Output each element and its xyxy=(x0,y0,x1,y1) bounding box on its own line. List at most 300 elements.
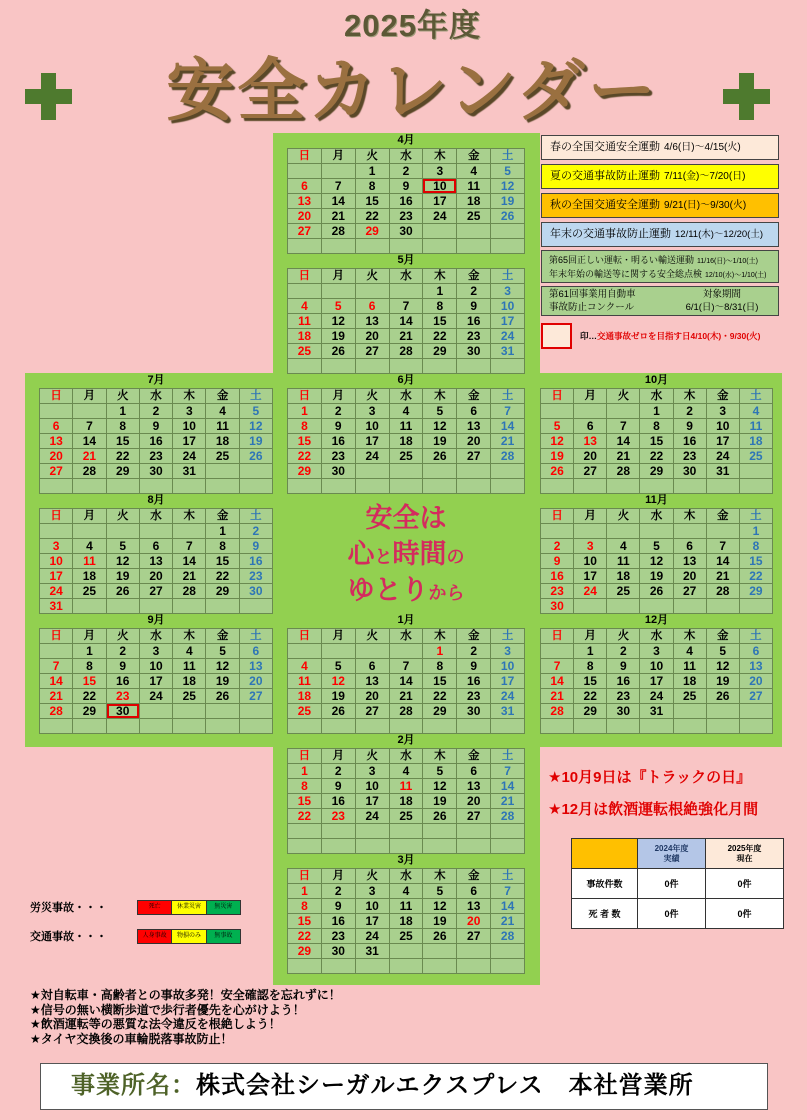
weekday-header: 火 xyxy=(356,749,390,764)
calendar-day: 14 xyxy=(707,554,740,569)
calendar-empty-cell xyxy=(390,824,424,839)
calendar-day: 3 xyxy=(40,539,73,554)
calendar-day: 7 xyxy=(491,884,525,899)
calendar-day: 5 xyxy=(206,644,239,659)
calendar-day: 23 xyxy=(541,584,574,599)
calendar-day: 3 xyxy=(356,764,390,779)
calendar-day: 29 xyxy=(740,584,773,599)
calendar-day: 6 xyxy=(674,539,707,554)
calendar-day: 14 xyxy=(541,674,574,689)
calendar-day: 4 xyxy=(288,299,322,314)
calendar-empty-cell xyxy=(674,704,707,719)
event-name: 春の全国交通安全運動 xyxy=(550,141,660,153)
event-name: 第65回正しい運転・明るい輸送運動 xyxy=(549,255,695,265)
calendar-empty-cell xyxy=(607,719,640,734)
calendar-empty-cell xyxy=(707,599,740,614)
calendar-empty-cell xyxy=(40,479,73,494)
calendar-empty-cell xyxy=(640,719,673,734)
calendar-empty-cell xyxy=(356,644,390,659)
calendar-day: 31 xyxy=(173,464,206,479)
calendar-day: 5 xyxy=(423,404,457,419)
calendar-empty-cell xyxy=(674,524,707,539)
calendar-day: 20 xyxy=(457,794,491,809)
calendar-day: 10 xyxy=(140,659,173,674)
calendar-day: 18 xyxy=(390,434,424,449)
calendar-day: 27 xyxy=(740,689,773,704)
calendar-day: 28 xyxy=(491,449,525,464)
calendar-day: 1 xyxy=(423,644,457,659)
event-name: 第61回事業用自動車 xyxy=(549,289,636,300)
calendar-day: 22 xyxy=(288,449,322,464)
calendar-grid xyxy=(287,388,525,494)
calendar-day: 1 xyxy=(640,404,673,419)
calendar-day: 16 xyxy=(240,554,273,569)
calendar-day: 21 xyxy=(707,569,740,584)
calendar-day: 9 xyxy=(107,659,140,674)
calendar-day: 2 xyxy=(107,644,140,659)
event-period: 9/21(日)～9/30(火) xyxy=(664,200,747,211)
calendar-empty-cell xyxy=(491,824,525,839)
calendar-empty-cell xyxy=(674,479,707,494)
weekday-header: 木 xyxy=(173,629,206,644)
weekday-header: 金 xyxy=(206,629,239,644)
weekday-header: 木 xyxy=(423,269,457,284)
calendar-day: 4 xyxy=(173,644,206,659)
calendar-day: 21 xyxy=(491,434,525,449)
calendar-day: 26 xyxy=(240,449,273,464)
calendar-day: 14 xyxy=(322,194,356,209)
calendar-month-label: 6月 xyxy=(397,374,415,386)
calendar-day: 24 xyxy=(491,689,525,704)
calendar-day: 23 xyxy=(240,569,273,584)
calendar-day: 9 xyxy=(322,419,356,434)
calendar-day: 14 xyxy=(607,434,640,449)
calendar-day: 28 xyxy=(322,224,356,239)
calendar-empty-cell xyxy=(423,839,457,854)
calendar-day: 16 xyxy=(607,674,640,689)
calendar-empty-cell xyxy=(322,824,356,839)
calendar-day: 23 xyxy=(607,689,640,704)
calendar-day: 21 xyxy=(73,449,106,464)
calendar-empty-cell xyxy=(740,479,773,494)
calendar-day: 9 xyxy=(390,179,424,194)
weekday-header: 月 xyxy=(574,509,607,524)
calendar-empty-cell xyxy=(491,719,525,734)
calendar-day: 30 xyxy=(322,944,356,959)
calendar-empty-cell xyxy=(322,644,356,659)
calendar-april xyxy=(287,133,525,254)
calendar-empty-cell xyxy=(322,839,356,854)
calendar-empty-cell xyxy=(288,359,322,374)
calendar-day: 21 xyxy=(173,569,206,584)
stats-row-label: 事故件数 xyxy=(572,869,638,899)
slogan-particle: の xyxy=(446,547,465,567)
calendar-july xyxy=(39,373,273,494)
calendar-day: 15 xyxy=(288,794,322,809)
calendar-day: 5 xyxy=(322,659,356,674)
stats-header-2025 xyxy=(706,839,784,869)
calendar-day: 7 xyxy=(707,539,740,554)
calendar-day: 23 xyxy=(457,329,491,344)
weekday-header: 木 xyxy=(423,389,457,404)
calendar-day: 10 xyxy=(491,659,525,674)
calendar-day: 17 xyxy=(140,674,173,689)
calendar-empty-cell xyxy=(73,404,106,419)
weekday-header: 水 xyxy=(390,629,424,644)
calendar-day: 5 xyxy=(707,644,740,659)
calendar-day: 21 xyxy=(390,689,424,704)
calendar-day: 15 xyxy=(423,314,457,329)
calendar-day: 22 xyxy=(740,569,773,584)
calendar-day: 13 xyxy=(40,434,73,449)
calendar-day: 21 xyxy=(491,794,525,809)
calendar-day: 17 xyxy=(574,569,607,584)
calendar-empty-cell xyxy=(40,524,73,539)
calendar-day: 22 xyxy=(288,809,322,824)
calendar-day: 14 xyxy=(390,674,424,689)
calendar-day: 21 xyxy=(491,914,525,929)
calendar-empty-cell xyxy=(491,944,525,959)
calendar-empty-cell xyxy=(740,464,773,479)
calendar-day: 27 xyxy=(288,224,322,239)
calendar-day: 16 xyxy=(107,674,140,689)
calendar-november xyxy=(540,493,773,614)
weekday-header: 火 xyxy=(356,269,390,284)
calendar-empty-cell xyxy=(574,404,607,419)
calendar-day: 17 xyxy=(40,569,73,584)
calendar-month-label: 9月 xyxy=(147,614,165,626)
weekday-header: 火 xyxy=(607,629,640,644)
calendar-day: 11 xyxy=(73,554,106,569)
weekday-header: 土 xyxy=(491,389,525,404)
calendar-june xyxy=(287,373,525,494)
event-period-label: 対象期間 xyxy=(702,289,741,300)
calendar-day: 7 xyxy=(73,419,106,434)
calendar-day: 5 xyxy=(541,419,574,434)
weekday-header: 木 xyxy=(423,749,457,764)
safety-notes xyxy=(30,988,341,1046)
calendar-day: 13 xyxy=(574,434,607,449)
calendar-day: 3 xyxy=(491,284,525,299)
calendar-day: 19 xyxy=(107,569,140,584)
calendar-day: 19 xyxy=(423,434,457,449)
calendar-empty-cell xyxy=(457,824,491,839)
calendar-day: 31 xyxy=(356,944,390,959)
calendar-day: 8 xyxy=(288,419,322,434)
calendar-december xyxy=(540,613,773,734)
calendar-day: 3 xyxy=(423,164,457,179)
calendar-day: 22 xyxy=(423,329,457,344)
weekday-header: 火 xyxy=(107,509,140,524)
calendar-day: 17 xyxy=(423,194,457,209)
calendar-day: 27 xyxy=(574,464,607,479)
calendar-empty-cell xyxy=(240,719,273,734)
calendar-day: 4 xyxy=(390,404,424,419)
calendar-day: 15 xyxy=(73,674,106,689)
calendar-empty-cell xyxy=(173,479,206,494)
safety-slogan xyxy=(287,500,525,608)
calendar-may xyxy=(287,253,525,374)
weekday-header: 水 xyxy=(390,869,424,884)
calendar-grid xyxy=(287,748,525,854)
calendar-day: 17 xyxy=(640,674,673,689)
event-period: 4/6(日)～4/15(火) xyxy=(664,142,741,153)
calendar-day: 13 xyxy=(674,554,707,569)
calendar-day: 20 xyxy=(240,674,273,689)
calendar-day: 6 xyxy=(356,659,390,674)
calendar-day: 13 xyxy=(457,779,491,794)
calendar-day: 25 xyxy=(740,449,773,464)
calendar-day: 28 xyxy=(390,704,424,719)
calendar-day: 3 xyxy=(356,884,390,899)
calendar-empty-cell xyxy=(640,524,673,539)
weekday-header: 日 xyxy=(40,629,73,644)
calendar-empty-cell xyxy=(288,824,322,839)
calendar-empty-cell xyxy=(240,599,273,614)
calendar-empty-cell xyxy=(740,704,773,719)
event-name: 年末年始の輸送等に関する安全総点検 xyxy=(549,269,703,279)
weekday-header: 火 xyxy=(607,389,640,404)
calendar-empty-cell xyxy=(574,479,607,494)
calendar-day: 25 xyxy=(206,449,239,464)
weekday-header: 木 xyxy=(423,149,457,164)
calendar-empty-cell xyxy=(356,959,390,974)
calendar-day: 1 xyxy=(423,284,457,299)
calendar-empty-cell xyxy=(574,524,607,539)
calendar-day: 1 xyxy=(107,404,140,419)
calendar-empty-cell xyxy=(491,359,525,374)
calendar-day: 8 xyxy=(423,299,457,314)
weekday-header: 土 xyxy=(491,629,525,644)
stats-header-note: 実績 xyxy=(663,853,680,863)
calendar-day: 8 xyxy=(288,899,322,914)
slogan-word: ゆとり xyxy=(347,575,429,605)
calendar-day: 21 xyxy=(40,689,73,704)
calendar-day: 8 xyxy=(356,179,390,194)
calendar-empty-cell xyxy=(707,704,740,719)
calendar-empty-cell xyxy=(322,959,356,974)
calendar-day: 9 xyxy=(322,779,356,794)
calendar-day: 9 xyxy=(140,419,173,434)
calendar-empty-cell xyxy=(173,599,206,614)
stats-header-row xyxy=(572,839,784,869)
calendar-day: 4 xyxy=(390,764,424,779)
weekday-header: 金 xyxy=(707,389,740,404)
calendar-day: 20 xyxy=(356,689,390,704)
weekday-header: 木 xyxy=(173,509,206,524)
weekday-header: 日 xyxy=(40,389,73,404)
calendar-day: 2 xyxy=(607,644,640,659)
stats-row-label: 死 者 数 xyxy=(572,899,638,929)
calendar-march xyxy=(287,853,525,974)
calendar-day: 10 xyxy=(574,554,607,569)
calendar-day: 1 xyxy=(356,164,390,179)
calendar-day: 25 xyxy=(73,584,106,599)
weekday-header: 火 xyxy=(356,389,390,404)
calendar-day: 30 xyxy=(674,464,707,479)
calendar-day: 30 xyxy=(607,704,640,719)
legend-item: 無事故 xyxy=(207,930,240,943)
calendar-day: 1 xyxy=(574,644,607,659)
calendar-empty-cell xyxy=(240,464,273,479)
calendar-day: 25 xyxy=(457,209,491,224)
calendar-empty-cell xyxy=(491,224,525,239)
calendar-day: 13 xyxy=(356,314,390,329)
calendar-empty-cell xyxy=(607,404,640,419)
calendar-day: 24 xyxy=(574,584,607,599)
calendar-day: 11 xyxy=(607,554,640,569)
calendar-empty-cell xyxy=(541,524,574,539)
weekday-header: 日 xyxy=(288,269,322,284)
calendar-empty-cell xyxy=(322,479,356,494)
calendar-day: 13 xyxy=(457,899,491,914)
calendar-day: 6 xyxy=(740,644,773,659)
calendar-grid xyxy=(287,628,525,734)
calendar-empty-cell xyxy=(423,359,457,374)
calendar-day: 1 xyxy=(206,524,239,539)
weekday-header: 土 xyxy=(491,149,525,164)
calendar-day: 10 xyxy=(707,419,740,434)
event-line xyxy=(549,253,771,267)
calendar-day: 16 xyxy=(140,434,173,449)
calendar-empty-cell xyxy=(288,644,322,659)
calendar-day: 12 xyxy=(423,779,457,794)
calendar-empty-cell xyxy=(423,944,457,959)
calendar-day: 24 xyxy=(707,449,740,464)
calendar-day: 13 xyxy=(457,419,491,434)
calendar-day: 15 xyxy=(740,554,773,569)
calendar-empty-cell xyxy=(206,479,239,494)
calendar-empty-cell xyxy=(491,479,525,494)
calendar-day: 15 xyxy=(423,674,457,689)
calendar-day: 2 xyxy=(541,539,574,554)
legend-label-traffic-accident: 交通事故・・・ xyxy=(30,931,107,943)
calendar-day: 7 xyxy=(40,659,73,674)
calendar-day: 5 xyxy=(491,164,525,179)
calendar-month-label: 2月 xyxy=(397,734,415,746)
calendar-day: 7 xyxy=(390,299,424,314)
calendar-day: 6 xyxy=(457,404,491,419)
weekday-header: 水 xyxy=(640,389,673,404)
calendar-day: 20 xyxy=(574,449,607,464)
calendar-august xyxy=(39,493,273,614)
event-name: 事故防止コンクール xyxy=(549,302,635,313)
office-label: 事業所名： xyxy=(71,1072,196,1099)
calendar-day: 19 xyxy=(206,674,239,689)
weekday-header: 月 xyxy=(574,629,607,644)
calendar-day: 28 xyxy=(491,929,525,944)
calendar-empty-cell xyxy=(390,359,424,374)
calendar-day: 23 xyxy=(322,449,356,464)
calendar-day: 8 xyxy=(640,419,673,434)
calendar-grid xyxy=(39,508,273,614)
calendar-day: 24 xyxy=(40,584,73,599)
calendar-day: 7 xyxy=(491,404,525,419)
calendar-empty-cell xyxy=(457,479,491,494)
calendar-empty-cell xyxy=(457,944,491,959)
calendar-day: 3 xyxy=(356,404,390,419)
weekday-header: 金 xyxy=(457,629,491,644)
calendar-empty-cell xyxy=(322,239,356,254)
calendar-day: 13 xyxy=(288,194,322,209)
safety-note: ★信号の無い横断歩道で歩行者優先を心がけよう！ xyxy=(30,1002,305,1017)
calendar-empty-cell xyxy=(288,164,322,179)
weekday-header: 月 xyxy=(574,389,607,404)
calendar-day: 30 xyxy=(457,704,491,719)
calendar-day: 15 xyxy=(206,554,239,569)
calendar-day: 18 xyxy=(73,569,106,584)
calendar-day: 19 xyxy=(423,914,457,929)
calendar-day: 26 xyxy=(640,584,673,599)
calendar-empty-cell xyxy=(140,479,173,494)
calendar-day: 16 xyxy=(457,674,491,689)
calendar-empty-cell xyxy=(356,239,390,254)
weekday-header: 日 xyxy=(288,749,322,764)
calendar-day: 22 xyxy=(356,209,390,224)
calendar-day: 30 xyxy=(541,599,574,614)
calendar-empty-cell xyxy=(356,479,390,494)
calendar-empty-cell xyxy=(457,359,491,374)
slogan-particle: から xyxy=(428,583,465,603)
calendar-day: 24 xyxy=(423,209,457,224)
calendar-day: 6 xyxy=(356,299,390,314)
calendar-empty-cell xyxy=(457,839,491,854)
calendar-empty-cell xyxy=(288,284,322,299)
calendar-day: 23 xyxy=(674,449,707,464)
calendar-empty-cell xyxy=(240,479,273,494)
calendar-day: 10 xyxy=(356,419,390,434)
calendar-day: 16 xyxy=(390,194,424,209)
calendar-empty-cell xyxy=(73,524,106,539)
calendar-day: 11 xyxy=(390,899,424,914)
calendar-day: 17 xyxy=(707,434,740,449)
calendar-day: 6 xyxy=(240,644,273,659)
calendar-empty-cell xyxy=(674,599,707,614)
calendar-day: 28 xyxy=(390,344,424,359)
calendar-empty-cell xyxy=(390,719,424,734)
calendar-day: 4 xyxy=(457,164,491,179)
calendar-day: 9 xyxy=(457,299,491,314)
calendar-day: 19 xyxy=(640,569,673,584)
calendar-empty-cell xyxy=(73,479,106,494)
calendar-day: 22 xyxy=(73,689,106,704)
weekday-header: 土 xyxy=(740,509,773,524)
calendar-empty-cell xyxy=(390,644,424,659)
calendar-day: 14 xyxy=(173,554,206,569)
calendar-day: 29 xyxy=(356,224,390,239)
calendar-day: 14 xyxy=(491,899,525,914)
weekday-header: 水 xyxy=(640,629,673,644)
weekday-header: 水 xyxy=(640,509,673,524)
calendar-day: 5 xyxy=(423,764,457,779)
calendar-day: 26 xyxy=(423,929,457,944)
calendar-day: 4 xyxy=(390,884,424,899)
calendar-day: 29 xyxy=(206,584,239,599)
slogan-particle: と xyxy=(374,547,393,567)
calendar-day: 15 xyxy=(288,914,322,929)
weekday-header: 金 xyxy=(206,389,239,404)
calendar-day: 10 xyxy=(491,299,525,314)
calendar-day: 8 xyxy=(288,779,322,794)
calendar-empty-cell xyxy=(457,464,491,479)
calendar-day: 2 xyxy=(240,524,273,539)
slogan-line-3 xyxy=(287,572,525,608)
weekday-header: 土 xyxy=(491,869,525,884)
calendar-day: 13 xyxy=(240,659,273,674)
calendar-empty-cell xyxy=(356,824,390,839)
weekday-header: 日 xyxy=(541,389,574,404)
calendar-empty-cell xyxy=(491,839,525,854)
